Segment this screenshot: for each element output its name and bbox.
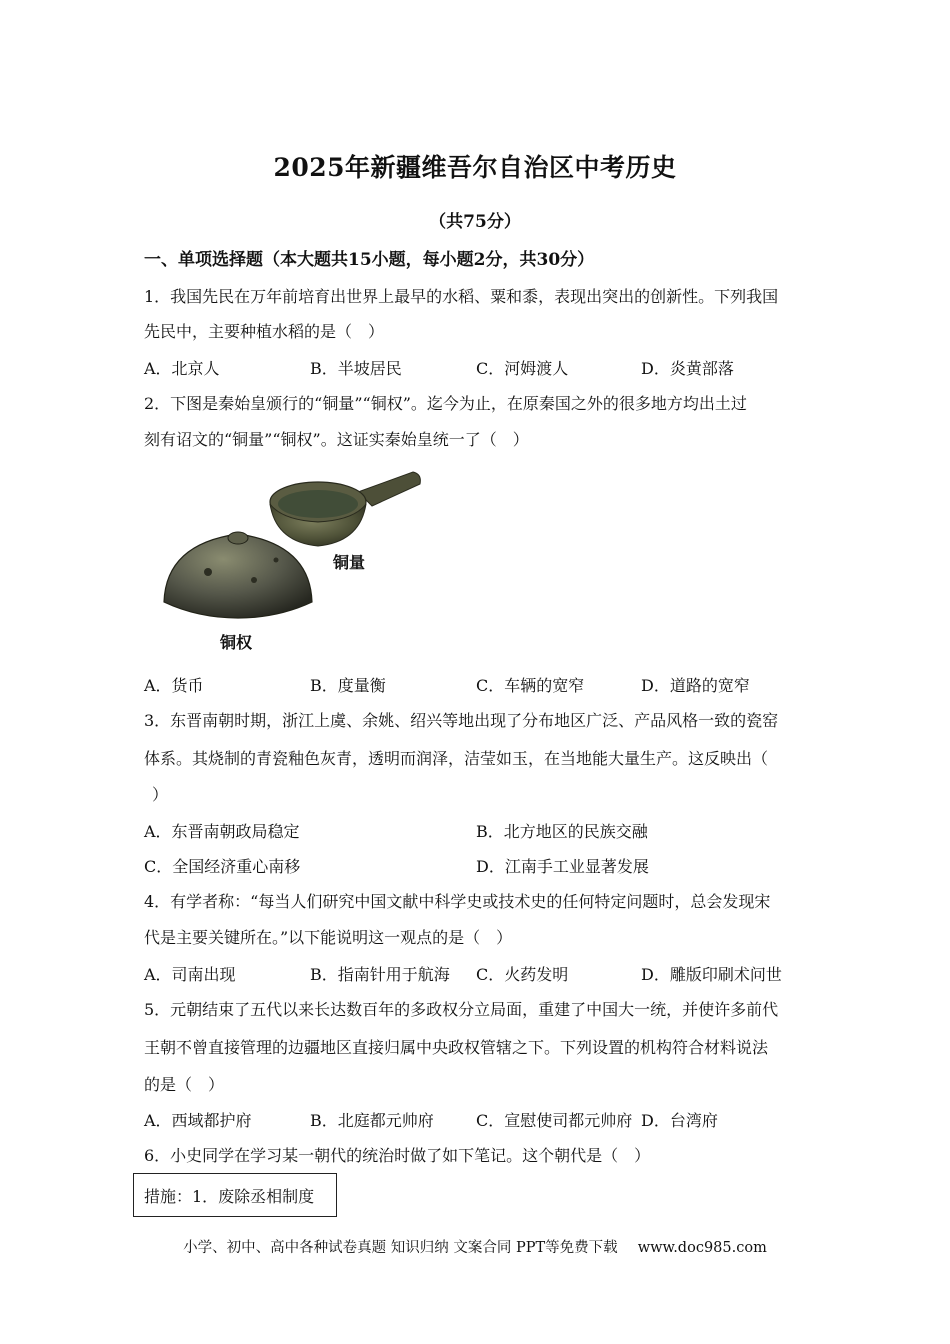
- question-1-line-1: 1．我国先民在万年前培育出世界上最早的水稻、粟和黍，表现出突出的创新性。下列我国: [144, 287, 779, 306]
- q5-option-d: D．台湾府: [641, 1111, 718, 1130]
- question-1-line-2: 先民中，主要种植水稻的是（ ）: [144, 322, 385, 341]
- section-heading: 一、单项选择题（本大题共15小题，每小题2分，共30分）: [144, 250, 595, 270]
- page-subtitle: （共75分）: [429, 212, 521, 232]
- q2-option-d: D．道路的宽窄: [641, 676, 750, 695]
- q1-option-c: C．河姆渡人: [476, 359, 569, 378]
- q3-option-a: A．东晋南朝政局稳定: [144, 822, 300, 841]
- bronze-measures-figure: [158, 462, 428, 662]
- q2-option-a: A．货币: [144, 676, 204, 695]
- q2-option-b: B．度量衡: [310, 676, 386, 695]
- bronze-measure-liang: [270, 472, 420, 546]
- question-3-line-3: ）: [152, 785, 169, 804]
- question-5-line-3: 的是（ ）: [144, 1075, 225, 1094]
- q5-option-b: B．北庭都元帅府: [310, 1111, 434, 1130]
- bronze-weight-quan: [164, 532, 312, 618]
- q1-option-a: A．北京人: [144, 359, 220, 378]
- question-2-line-1: 2．下图是秦始皇颁行的“铜量”“铜权”。迄今为止，在原秦国之外的很多地方均出土过: [144, 394, 747, 413]
- q4-option-b: B．指南针用于航海: [310, 965, 450, 984]
- q3-option-c: C．全国经济重心南移: [144, 857, 301, 876]
- q4-option-c: C．火药发明: [476, 965, 569, 984]
- question-2-line-2: 刻有诏文的“铜量”“铜权”。这证实秦始皇统一了（ ）: [144, 430, 529, 449]
- question-5-line-1: 5．元朝结束了五代以来长达数百年的多政权分立局面，重建了中国大一统，并使许多前代: [144, 1000, 779, 1019]
- question-4-line-2: 代是主要关键所在。”以下能说明这一观点的是（ ）: [144, 928, 513, 947]
- page-title: 2025年新疆维吾尔自治区中考历史: [273, 153, 677, 182]
- q3-option-d: D．江南手工业显著发展: [476, 857, 649, 876]
- notes-box: [133, 1173, 337, 1217]
- q1-option-b: B．半坡居民: [310, 359, 402, 378]
- footer-text: 小学、初中、高中各种试卷真题 知识归纳 文案合同 PPT等免费下载: [183, 1240, 618, 1256]
- bronze-measures-illustration: [158, 462, 428, 662]
- figure-label-liang: 铜量: [333, 553, 366, 572]
- q5-option-a: A．西域都护府: [144, 1111, 252, 1130]
- question-3-line-2: 体系。其烧制的青瓷釉色灰青，透明而润泽，洁莹如玉，在当地能大量生产。这反映出（: [144, 749, 769, 768]
- q1-option-d: D．炎黄部落: [641, 359, 734, 378]
- notes-box-text: 措施：1．废除丞相制度: [144, 1187, 315, 1206]
- q4-option-a: A．司南出现: [144, 965, 236, 984]
- question-6-line-1: 6．小史同学在学习某一朝代的统治时做了如下笔记。这个朝代是（ ）: [144, 1146, 651, 1165]
- q4-option-d: D．雕版印刷术问世: [641, 965, 782, 984]
- question-5-line-2: 王朝不曾直接管理的边疆地区直接归属中央政权管辖之下。下列设置的机构符合材料说法: [144, 1038, 769, 1057]
- q3-option-b: B．北方地区的民族交融: [476, 822, 648, 841]
- question-3-line-1: 3．东晋南朝时期，浙江上虞、余姚、绍兴等地出现了分布地区广泛、产品风格一致的瓷窑: [144, 711, 779, 730]
- q5-option-c: C．宣慰使司都元帅府: [476, 1111, 633, 1130]
- question-4-line-1: 4．有学者称：“每当人们研究中国文献中科学史或技术史的任何特定问题时，总会发现宋: [144, 892, 771, 911]
- figure-label-quan: 铜权: [220, 633, 253, 652]
- footer-url[interactable]: www.doc985.com: [637, 1240, 767, 1256]
- q2-option-c: C．车辆的宽窄: [476, 676, 585, 695]
- page-footer: [0, 1236, 950, 1257]
